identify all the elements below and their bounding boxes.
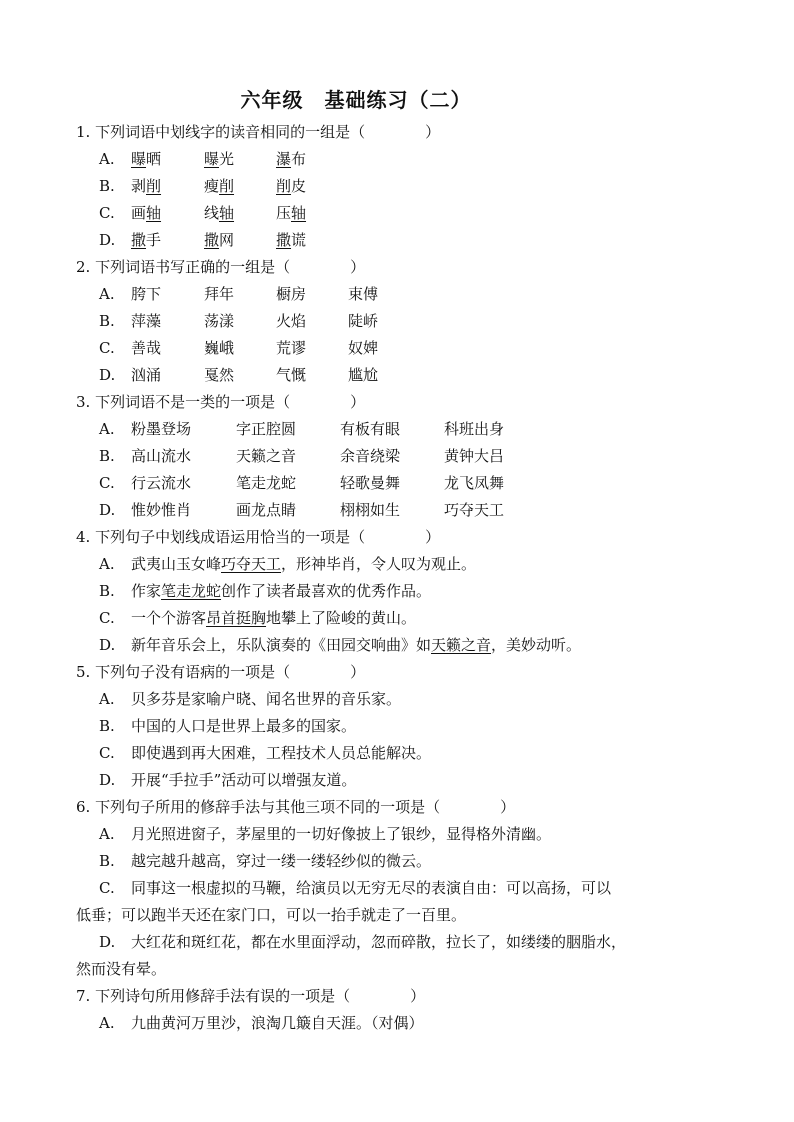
option-label: C. [99, 204, 115, 222]
question-7-stem: 7. 下列诗句所用修辞手法有误的一项是（ ） [76, 987, 426, 1005]
underlined-char: 轴 [291, 204, 307, 222]
option-word: 粉墨登场 [131, 420, 192, 438]
option-word: 荡漾 [204, 312, 235, 330]
word-suffix: 布 [291, 150, 307, 168]
option-word: 惟妙惟肖 [131, 501, 192, 519]
option-word: 善哉 [131, 339, 162, 357]
option-word [204, 176, 234, 196]
option-word: 火焰 [276, 312, 307, 330]
option-text: 中国的人口是世界上最多的国家。 [131, 717, 357, 735]
option-text: 九曲黄河万里沙，浪淘几簸自天涯。（对偶） [131, 1014, 424, 1032]
option-text: 越完越升越高，穿过一缕一缕轻纱似的微云。 [131, 852, 432, 870]
question-6-option-d-continued: 然而没有晕。 [76, 960, 167, 978]
word-suffix: 手 [146, 231, 162, 249]
q5-option-d [99, 770, 356, 790]
word-suffix: 谎 [291, 231, 307, 249]
q5-option-b [99, 716, 356, 736]
word-prefix: 画 [131, 204, 147, 222]
word-prefix: 压 [276, 204, 292, 222]
option-label: A. [99, 825, 115, 843]
underlined-char: 轴 [146, 204, 162, 222]
underlined-idiom: 昂首挺胸 [206, 609, 267, 627]
option-word: 陡峤 [348, 312, 379, 330]
sentence-start: 新年音乐会上，乐队演奏的《田园交响曲》如 [131, 636, 432, 654]
option-text: 开展“手拉手”活动可以增强友道。 [131, 771, 357, 789]
option-label: D. [99, 366, 116, 384]
option-label: D. [99, 501, 116, 519]
option-word: 奴婢 [348, 339, 379, 357]
option-label: C. [99, 339, 115, 357]
option-word: 拜年 [204, 285, 235, 303]
option-label: C. [99, 879, 115, 897]
underlined-char: 瀑 [276, 150, 292, 168]
option-word: 戛然 [204, 366, 235, 384]
underlined-char: 削 [146, 177, 162, 195]
option-label: A. [99, 1014, 115, 1032]
underlined-char: 撒 [204, 231, 220, 249]
option-label: A. [99, 690, 115, 708]
option-label: D. [99, 636, 116, 654]
q1-option-b [99, 176, 659, 196]
sentence-end: ，形神毕肖，令人叹为观止。 [281, 555, 477, 573]
option-word [131, 176, 161, 196]
option-word: 字正腔圆 [236, 420, 297, 438]
q4-option-c [99, 608, 416, 628]
sentence-start: 武夷山玉女峰 [131, 555, 222, 573]
sentence-start: 作家 [131, 582, 162, 600]
q1-option-a [99, 149, 659, 169]
option-word: 高山流水 [131, 447, 192, 465]
option-word [204, 149, 234, 169]
option-label: B. [99, 312, 115, 330]
q4-option-b [99, 581, 431, 601]
option-text: 同事这一根虚拟的马鞭，给演员以无穷无尽的表演自由：可以高扬，可以 [131, 879, 612, 897]
option-label: A. [99, 420, 115, 438]
word-suffix: 皮 [291, 177, 307, 195]
option-label: C. [99, 609, 115, 627]
option-word [276, 149, 306, 169]
question-6-option-c-continued: 低垂；可以跑半天还在家门口，可以一抬手就走了一百里。 [76, 906, 467, 924]
option-label: D. [99, 771, 116, 789]
question-1-stem: 1. 下列词语中划线字的读音相同的一组是（ ） [76, 123, 441, 141]
option-word: 束傅 [348, 285, 379, 303]
sentence-start: 一个个游客 [131, 609, 207, 627]
option-word: 气慨 [276, 366, 307, 384]
question-7-option-a [99, 1013, 424, 1033]
option-word: 行云流水 [131, 474, 192, 492]
q3-option-a [99, 419, 659, 439]
option-word [131, 230, 161, 250]
option-word: 巧夺天工 [444, 501, 505, 519]
option-label: C. [99, 474, 115, 492]
underlined-char: 轴 [219, 204, 235, 222]
q2-option-c [99, 338, 659, 358]
q2-option-d [99, 365, 659, 385]
option-word: 有板有眼 [340, 420, 401, 438]
sentence-end: 地攀上了险峻的黄山。 [266, 609, 417, 627]
q1-option-c [99, 203, 659, 223]
question-3-stem: 3. 下列词语不是一类的一项是（ ） [76, 393, 366, 411]
option-word: 余音绕梁 [340, 447, 401, 465]
question-6-option-c [99, 878, 611, 898]
option-label: C. [99, 744, 115, 762]
underlined-char: 撒 [276, 231, 292, 249]
option-word: 栩栩如生 [340, 501, 401, 519]
option-word [131, 203, 161, 223]
word-prefix: 剥 [131, 177, 147, 195]
option-word [204, 230, 234, 250]
option-text: 大红花和斑红花，都在水里面浮动，忽而碎散，拉长了，如缕缕的胭脂水， [131, 933, 627, 951]
option-label: B. [99, 717, 115, 735]
word-suffix: 网 [219, 231, 235, 249]
question-5-stem: 5. 下列句子没有语病的一项是（ ） [76, 663, 366, 681]
option-word [131, 149, 161, 169]
option-text: 贝多芬是家喻户晓、闻名世界的音乐家。 [131, 690, 402, 708]
question-2-stem: 2. 下列词语书写正确的一组是（ ） [76, 258, 366, 276]
q1-option-d [99, 230, 659, 250]
option-word: 萍藻 [131, 312, 162, 330]
option-word: 笔走龙蛇 [236, 474, 297, 492]
option-text: 即使遇到再大困难，工程技术人员总能解决。 [131, 744, 432, 762]
q5-option-a [99, 689, 401, 709]
question-6-option-d [99, 932, 626, 952]
option-label: A. [99, 555, 115, 573]
question-6-option-b [99, 851, 431, 871]
q4-option-a [99, 554, 476, 574]
q2-option-b [99, 311, 659, 331]
word-suffix: 光 [219, 150, 235, 168]
option-word: 画龙点睛 [236, 501, 297, 519]
underlined-idiom: 笔走龙蛇 [161, 582, 222, 600]
underlined-char: 曝 [131, 150, 147, 168]
option-word: 荒谬 [276, 339, 307, 357]
q3-option-c [99, 473, 659, 493]
underlined-idiom: 天籁之音 [431, 636, 492, 654]
q5-option-c [99, 743, 431, 763]
q3-option-d [99, 500, 659, 520]
page-title: 六年级 基础练习（二） [240, 88, 472, 112]
option-word: 黄钟大吕 [444, 447, 505, 465]
q3-option-b [99, 446, 659, 466]
option-word: 巍峨 [204, 339, 235, 357]
option-label: D. [99, 933, 116, 951]
question-6-option-a [99, 824, 551, 844]
option-word: 尴尬 [348, 366, 379, 384]
option-word: 汹涌 [131, 366, 162, 384]
underlined-char: 撒 [131, 231, 147, 249]
option-label: B. [99, 582, 115, 600]
option-label: A. [99, 150, 115, 168]
option-word: 天籁之音 [236, 447, 297, 465]
word-prefix: 瘦 [204, 177, 220, 195]
option-label: A. [99, 285, 115, 303]
option-word: 胯下 [131, 285, 162, 303]
option-word: 龙飞凤舞 [444, 474, 505, 492]
option-word: 橱房 [276, 285, 307, 303]
option-word [276, 230, 306, 250]
question-6-stem: 6. 下列句子所用的修辞手法与其他三项不同的一项是（ ） [76, 798, 516, 816]
option-word [276, 203, 306, 223]
question-4-stem: 4. 下列句子中划线成语运用恰当的一项是（ ） [76, 528, 441, 546]
option-label: B. [99, 852, 115, 870]
option-label: D. [99, 231, 116, 249]
option-word: 轻歌曼舞 [340, 474, 401, 492]
option-word: 科班出身 [444, 420, 505, 438]
underlined-idiom: 巧夺天工 [221, 555, 282, 573]
underlined-char: 削 [219, 177, 235, 195]
word-suffix: 晒 [146, 150, 162, 168]
option-text: 月光照进窗子，茅屋里的一切好像披上了银纱，显得格外清幽。 [131, 825, 552, 843]
sentence-end: 创作了读者最喜欢的优秀作品。 [221, 582, 432, 600]
option-word [276, 176, 306, 196]
underlined-char: 削 [276, 177, 292, 195]
sentence-end: ，美妙动听。 [491, 636, 582, 654]
word-prefix: 线 [204, 204, 220, 222]
q4-option-d [99, 635, 581, 655]
q2-option-a [99, 284, 659, 304]
option-label: B. [99, 447, 115, 465]
option-label: B. [99, 177, 115, 195]
option-word [204, 203, 234, 223]
underlined-char: 曝 [204, 150, 220, 168]
